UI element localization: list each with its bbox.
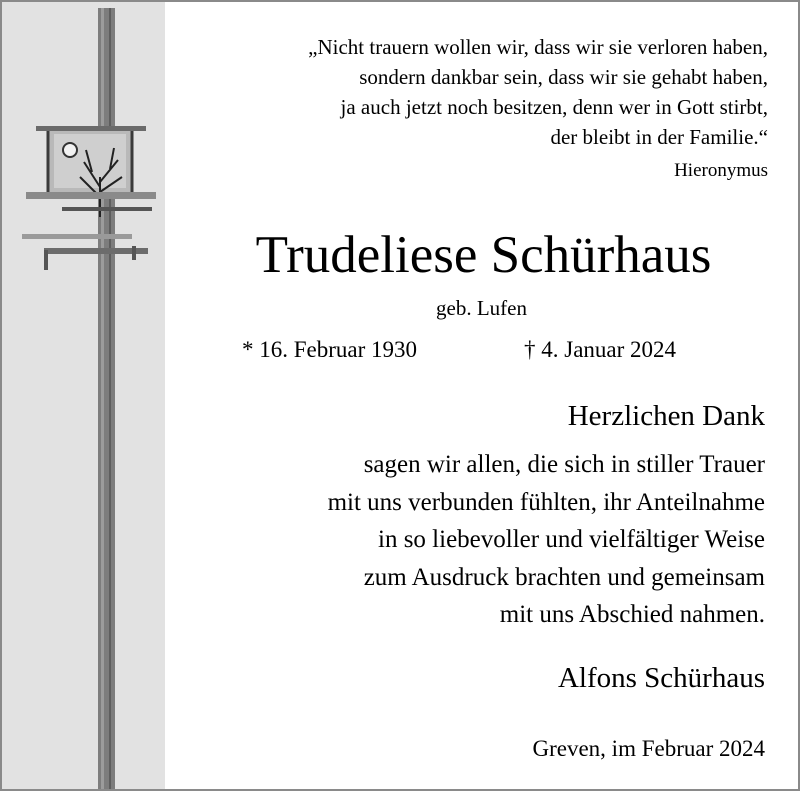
signer-name: Alfons Schürhaus bbox=[557, 662, 765, 694]
maiden-name: geb. Lufen bbox=[436, 296, 527, 320]
deceased-name: Trudeliese Schürhaus bbox=[255, 226, 712, 284]
quote-text: „Nicht trauern wollen wir, dass wir sie verloren haben, sondern dankbar sein, dass wir sie gehabt haben, ja auch jetzt noch besitzen, denn wer in Gott stirbt, der bleibt in der Familie.“ bbox=[308, 35, 768, 149]
quote-author: Hieronymus bbox=[674, 160, 768, 181]
death-date: † 4. Januar 2024 bbox=[524, 337, 677, 362]
birth-date: * 16. Februar 1930 bbox=[242, 337, 418, 362]
place-date: Greven, im Februar 2024 bbox=[532, 736, 765, 761]
thanks-title: Herzlichen Dank bbox=[567, 400, 765, 432]
life-dates bbox=[242, 337, 676, 363]
thanks-text: sagen wir allen, die sich in stiller Trauer mit uns verbunden fühlten, ihr Anteilnahme in so liebevoller und vielfältiger Weise zum Ausdruck brachten und gemeinsam mit uns Abschied nahmen. bbox=[327, 451, 765, 628]
side-panel bbox=[2, 2, 165, 789]
notice-content bbox=[165, 2, 798, 789]
cross-artwork-icon bbox=[2, 2, 165, 789]
